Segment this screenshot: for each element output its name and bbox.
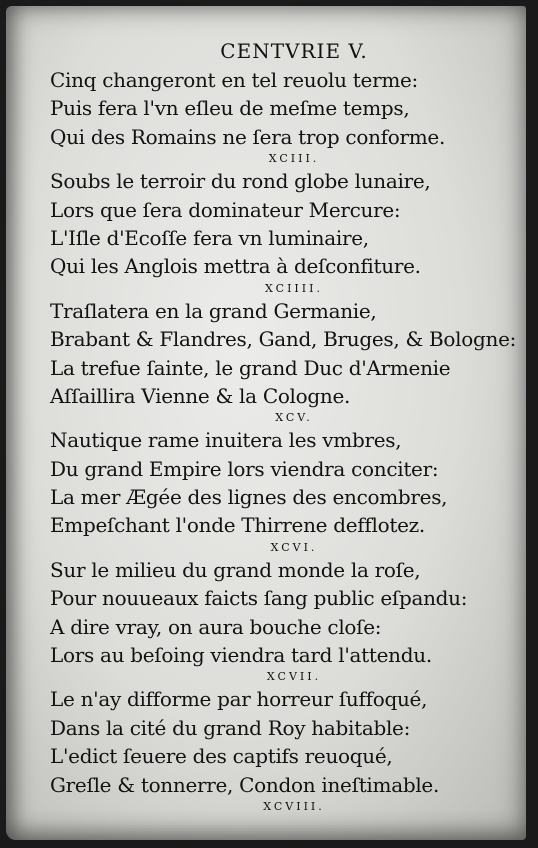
verse-line: La trefue ſainte, le grand Duc d'Armenie xyxy=(50,355,451,380)
verse-line: Soubs le terroir du rond globe lunaire, xyxy=(50,169,431,194)
verse-line: Traſlatera en la grand Germanie, xyxy=(50,298,377,323)
verse-line: Sur le milieu du grand monde la roſe, xyxy=(50,557,421,582)
quatrain-numeral: XCIII. xyxy=(268,152,320,166)
verse-line: Qui des Romains ne ſera trop conforme. xyxy=(50,124,446,149)
quatrain xyxy=(50,685,520,799)
quatrain-numeral: XCVIII. xyxy=(263,799,325,813)
verse-line: Puis fera l'vn eſleu de meſme temps, xyxy=(50,96,410,121)
verse-line: L'Iſle d'Ecoſſe fera vn luminaire, xyxy=(50,225,369,250)
quatrain xyxy=(50,297,520,411)
page-text xyxy=(50,36,520,815)
verse-line: Brabant & Flandres, Gand, Bruges, & Bologne: xyxy=(50,327,517,352)
verse-line: A dire vray, on aura bouche cloſe: xyxy=(50,614,382,639)
verse-line: Cinq changeront en tel reuolu terme: xyxy=(50,68,418,92)
verse-line: Greſle & tonnerre, Condon ineſtimable. xyxy=(50,772,440,797)
verse-line: Le n'ay difforme par horreur ſuffoqué, xyxy=(50,687,428,712)
verse-line: Dans la cité du grand Roy habitable: xyxy=(50,715,411,740)
running-header: CENTVRIE V. xyxy=(220,39,368,63)
verse-line: Du grand Empire lors viendra conciter: xyxy=(50,456,439,481)
verse-line: Nautique rame inuitera les vmbres, xyxy=(50,428,402,453)
verse-line: L'edict ſeuere des captifs reuoqué, xyxy=(50,744,393,769)
quatrain-numeral: XCIIII. xyxy=(265,281,323,295)
verse-line: La mer Ægée des lignes des encombres, xyxy=(50,485,448,510)
quatrain xyxy=(50,556,520,670)
verse-line: Lors que ſera dominateur Mercure: xyxy=(50,197,401,222)
quatrain xyxy=(50,426,520,540)
book-page xyxy=(6,6,526,840)
quatrain xyxy=(50,167,520,281)
quatrain-numeral: XCV. xyxy=(275,411,313,425)
quatrain-numeral: XCVI. xyxy=(270,540,318,554)
quatrain-numeral: XCVII. xyxy=(266,670,322,684)
verse-line: Aſſaillira Vienne & la Cologne. xyxy=(50,383,351,408)
verse-line: Lors au beſoing viendra tard l'attendu. xyxy=(50,643,432,668)
verse-line: Pour nouueaux faicts ſang public eſpandu: xyxy=(50,586,468,611)
verse-line: Qui les Anglois mettra à deſconfiture. xyxy=(50,254,421,279)
quatrain xyxy=(50,66,520,151)
verse-line: Empeſchant l'onde Thirrene defflotez. xyxy=(50,513,425,538)
